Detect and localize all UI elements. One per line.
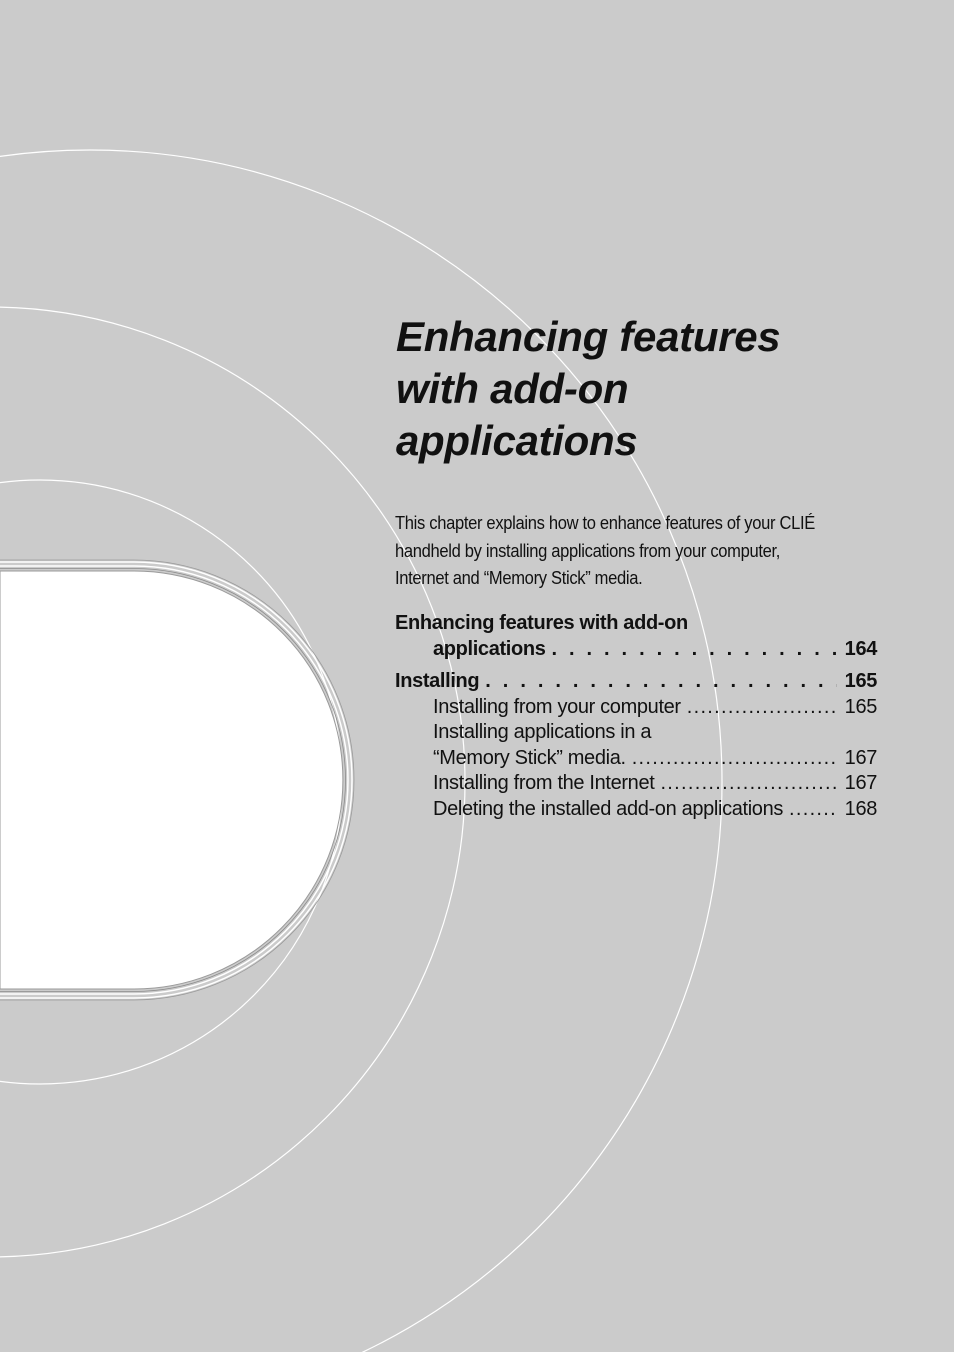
toc-entry-installing-from-internet[interactable] xyxy=(395,771,877,797)
toc-entry-label: applications xyxy=(433,637,546,660)
toc-leader-dots xyxy=(552,637,837,663)
toc-entry-installing-memory-stick-line1[interactable] xyxy=(395,720,877,746)
white-tab-panel xyxy=(0,571,343,989)
toc-entry-label: Deleting the installed add-on applications xyxy=(433,797,783,820)
toc-leader-dots xyxy=(687,695,837,721)
intro-line: handheld by installing applications from your computer, xyxy=(395,540,781,561)
toc-entry-page: 167 xyxy=(844,772,877,794)
toc-entry-installing-from-computer[interactable] xyxy=(395,695,877,721)
white-tab-outline-outer xyxy=(0,562,352,998)
toc-entry-page: 165 xyxy=(844,670,877,692)
toc-entry-label: Installing from your computer xyxy=(433,695,681,718)
toc-entry-page: 165 xyxy=(844,695,877,718)
chapter-title-line: applications xyxy=(396,417,638,464)
toc-entry-label: Installing xyxy=(395,670,480,692)
toc-entry-label: Installing applications in a xyxy=(433,721,652,743)
toc-entry-deleting-applications[interactable] xyxy=(395,797,877,823)
intro-line: This chapter explains how to enhance features of your CLIÉ xyxy=(395,513,815,533)
table-of-contents xyxy=(395,611,877,822)
white-tab-shadow-line xyxy=(0,569,346,992)
toc-leader-dots xyxy=(789,797,837,823)
intro-line: Internet and “Memory Stick” media. xyxy=(395,568,643,588)
chapter-title-line: Enhancing features xyxy=(396,313,781,360)
white-tab-outer-gray xyxy=(0,560,354,1000)
toc-entry-page: 168 xyxy=(844,797,877,820)
chapter-title-line: with add-on xyxy=(396,365,629,412)
toc-entry-installing[interactable] xyxy=(395,669,877,695)
middle-arc xyxy=(0,480,342,1084)
toc-leader-dots xyxy=(632,746,837,772)
toc-entry-applications[interactable] xyxy=(395,637,877,663)
chapter-intro xyxy=(395,510,873,593)
toc-leader-dots xyxy=(485,669,836,695)
toc-entry-label: Installing from the Internet xyxy=(433,772,655,794)
toc-entry-installing-memory-stick-line2[interactable] xyxy=(395,746,877,772)
chapter-title xyxy=(396,311,916,467)
toc-entry-enhancing-heading[interactable] xyxy=(395,611,877,637)
white-tab-outline-mid xyxy=(0,566,348,994)
toc-entry-page: 167 xyxy=(844,746,877,769)
toc-entry-label: “Memory Stick” media. xyxy=(433,746,626,769)
toc-entry-label: Enhancing features with add-on xyxy=(395,612,688,634)
toc-entry-page: 164 xyxy=(844,637,877,660)
toc-leader-dots xyxy=(660,771,836,797)
